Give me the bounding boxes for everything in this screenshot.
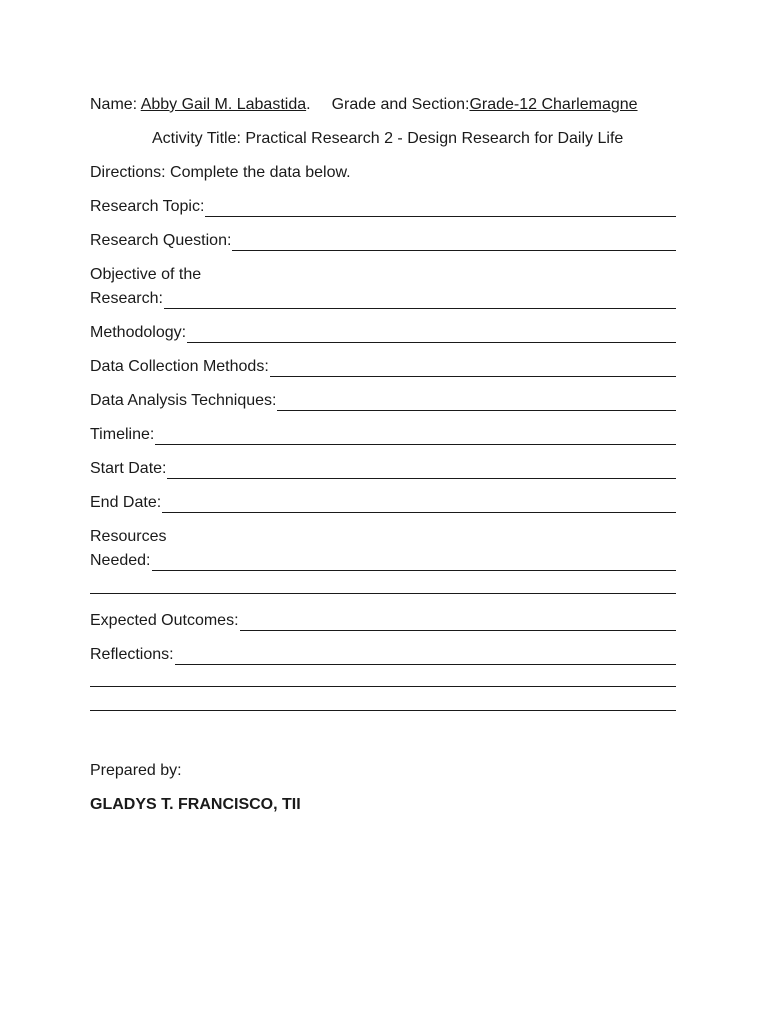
resources-label-line1: Resources [90, 528, 167, 545]
field-research-topic [90, 197, 680, 217]
methodology-blank[interactable] [187, 327, 676, 343]
field-reflections [90, 645, 680, 665]
field-start-date [90, 459, 680, 479]
research-question-blank[interactable] [232, 235, 676, 251]
resources-label-line2: Needed: [90, 552, 151, 569]
data-analysis-blank[interactable] [277, 395, 676, 411]
reflections-label: Reflections: [90, 646, 174, 663]
objective-label-line2: Research: [90, 290, 163, 307]
field-data-collection [90, 357, 680, 377]
activity-title: Activity Title: Practical Research 2 - Design Research for Daily Life [152, 130, 624, 147]
expected-outcomes-blank[interactable] [240, 615, 676, 631]
research-question-label: Research Question: [90, 232, 232, 249]
data-analysis-label: Data Analysis Techniques: [90, 392, 277, 409]
header-line [90, 95, 680, 115]
preparer-name: GLADYS T. FRANCISCO, TII [90, 796, 301, 813]
timeline-label: Timeline: [90, 426, 155, 443]
resources-extra-blank[interactable] [90, 593, 676, 594]
research-topic-blank[interactable] [205, 201, 676, 217]
field-expected-outcomes [90, 611, 680, 631]
methodology-label: Methodology: [90, 324, 187, 341]
reflections-extra-blank-2[interactable] [90, 710, 676, 711]
data-collection-blank[interactable] [270, 361, 676, 377]
field-end-date [90, 493, 680, 513]
field-data-analysis [90, 391, 680, 411]
field-objective [90, 289, 680, 309]
start-date-label: Start Date: [90, 460, 167, 477]
start-date-blank[interactable] [167, 463, 676, 479]
reflections-blank[interactable] [175, 649, 676, 665]
reflections-extra-blank-1[interactable] [90, 686, 676, 687]
field-methodology [90, 323, 680, 343]
timeline-blank[interactable] [155, 429, 676, 445]
student-name: Abby Gail M. Labastida [140, 96, 307, 113]
grade-section-label: Grade and Section: [331, 96, 470, 113]
directions: Directions: Complete the data below. [90, 164, 351, 181]
name-label: Name: [90, 96, 141, 113]
field-resources [90, 551, 680, 571]
resources-blank[interactable] [152, 555, 677, 571]
expected-outcomes-label: Expected Outcomes: [90, 612, 239, 629]
grade-section-value: Grade-12 Charlemagne [469, 96, 638, 113]
name-suffix: . [306, 96, 311, 113]
end-date-blank[interactable] [162, 497, 676, 513]
data-collection-label: Data Collection Methods: [90, 358, 269, 375]
research-topic-label: Research Topic: [90, 198, 205, 215]
objective-label-line1: Objective of the [90, 266, 202, 283]
objective-blank[interactable] [164, 293, 676, 309]
end-date-label: End Date: [90, 494, 162, 511]
prepared-by-label: Prepared by: [90, 762, 182, 779]
field-research-question [90, 231, 680, 251]
field-timeline [90, 425, 680, 445]
